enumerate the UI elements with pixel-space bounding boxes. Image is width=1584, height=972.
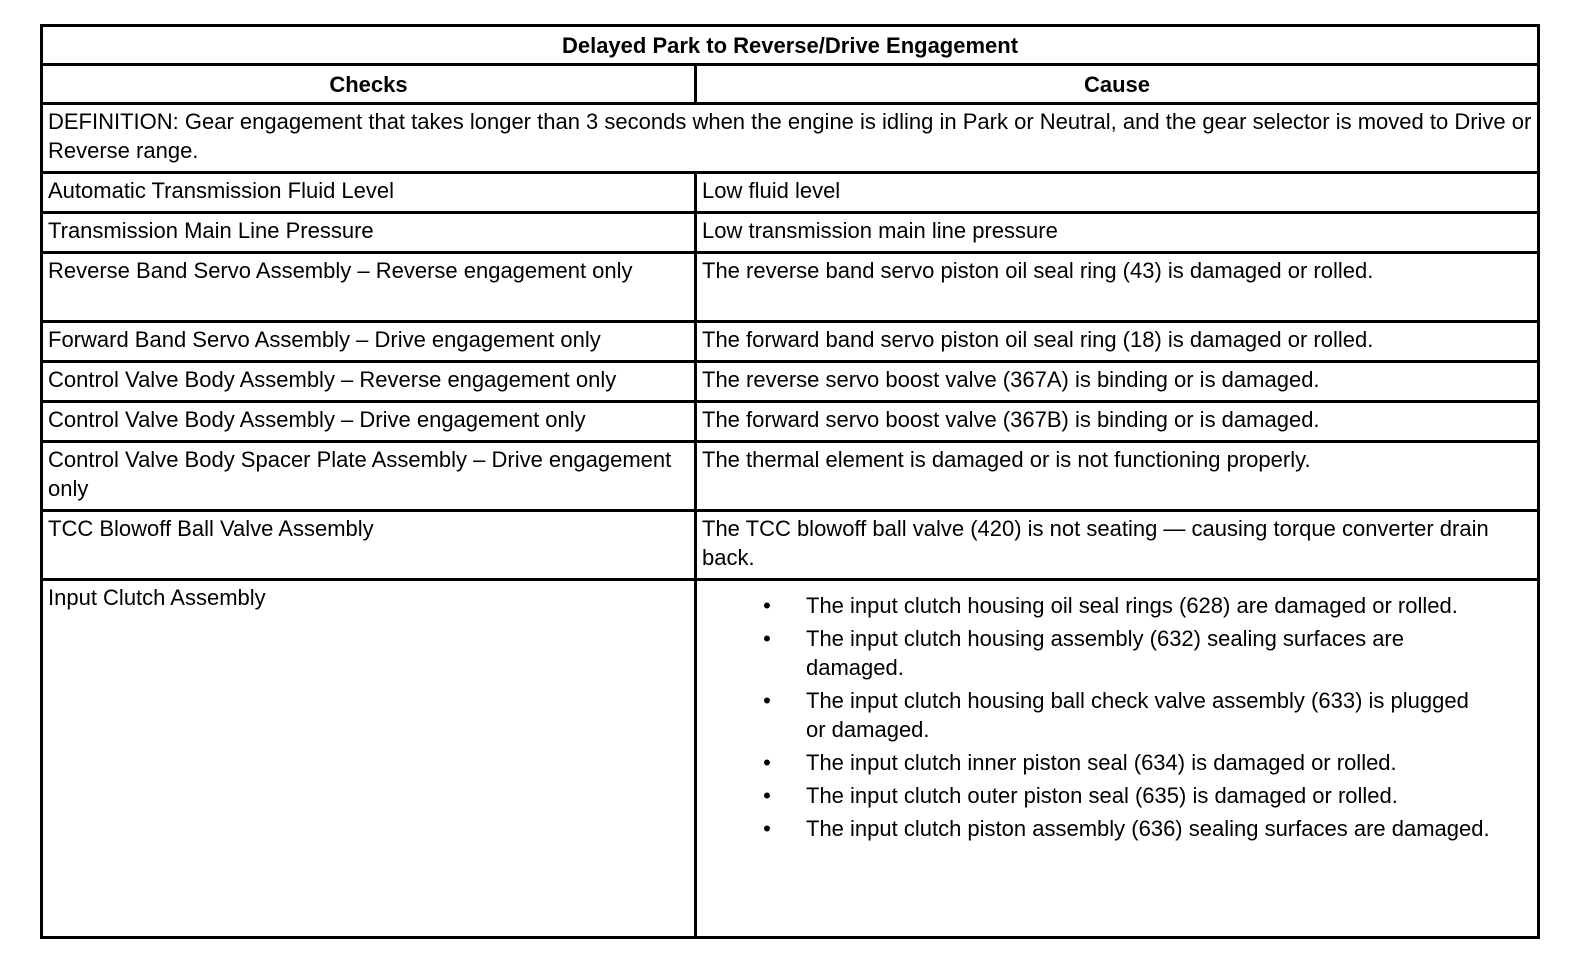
check-cell: Forward Band Servo Assembly – Drive engagement only (42, 322, 696, 362)
column-header-cause: Cause (696, 65, 1539, 104)
table-row (42, 213, 1539, 253)
table-row (42, 442, 1539, 511)
cause-cell: The thermal element is damaged or is not functioning properly. (696, 442, 1539, 511)
check-cell: Control Valve Body Assembly – Reverse engagement only (42, 362, 696, 402)
cause-cell: The TCC blowoff ball valve (420) is not seating — causing torque converter drain back. (696, 511, 1539, 580)
list-item (763, 748, 1532, 777)
header-row (42, 65, 1539, 104)
title-row (42, 26, 1539, 65)
bullet-icon: • (763, 783, 771, 808)
cause-cell: The reverse band servo piston oil seal ring (43) is damaged or rolled. (696, 253, 1539, 322)
list-item-text: The input clutch outer piston seal (635) is damaged or rolled. (806, 783, 1398, 808)
definition-row (42, 104, 1539, 173)
table-row (42, 580, 1539, 938)
check-cell: Automatic Transmission Fluid Level (42, 173, 696, 213)
cause-bullet-list (702, 591, 1532, 843)
cause-cell: The forward band servo piston oil seal ring (18) is damaged or rolled. (696, 322, 1539, 362)
list-item (763, 591, 1532, 620)
list-item-text: The input clutch inner piston seal (634) is damaged or rolled. (806, 750, 1397, 775)
bullet-icon: • (763, 688, 771, 713)
definition-text: DEFINITION: Gear engagement that takes longer than 3 seconds when the engine is idling in Park or Neutral, and the gear selector is moved to Drive or Reverse range. (42, 104, 1539, 173)
bullet-icon: • (763, 816, 771, 841)
cause-cell: The reverse servo boost valve (367A) is binding or is damaged. (696, 362, 1539, 402)
cause-cell (696, 580, 1539, 938)
table-title: Delayed Park to Reverse/Drive Engagement (42, 26, 1539, 65)
list-item-text: The input clutch housing oil seal rings (628) are damaged or rolled. (806, 593, 1458, 618)
cause-cell: Low transmission main line pressure (696, 213, 1539, 253)
list-item (763, 781, 1532, 810)
bullet-icon: • (763, 593, 771, 618)
diagnostic-table (40, 24, 1540, 939)
list-item (763, 814, 1532, 843)
check-cell: Control Valve Body Assembly – Drive engagement only (42, 402, 696, 442)
column-header-checks: Checks (42, 65, 696, 104)
check-cell: Input Clutch Assembly (42, 580, 696, 938)
cause-cell: The forward servo boost valve (367B) is binding or is damaged. (696, 402, 1539, 442)
cause-cell: Low fluid level (696, 173, 1539, 213)
check-cell: Control Valve Body Spacer Plate Assembly – Drive engagement only (42, 442, 696, 511)
bullet-icon: • (763, 750, 771, 775)
check-cell: Reverse Band Servo Assembly – Reverse engagement only (42, 253, 696, 322)
table-row (42, 173, 1539, 213)
list-item-text: The input clutch housing ball check valve assembly (633) is plugged or damaged. (806, 688, 1469, 742)
table-row (42, 511, 1539, 580)
bullet-icon: • (763, 626, 771, 651)
table-row (42, 362, 1539, 402)
table-row (42, 402, 1539, 442)
table-row (42, 322, 1539, 362)
list-item (763, 624, 1532, 682)
list-item (763, 686, 1532, 744)
list-item-text: The input clutch piston assembly (636) sealing surfaces are damaged. (806, 816, 1490, 841)
check-cell: TCC Blowoff Ball Valve Assembly (42, 511, 696, 580)
check-cell: Transmission Main Line Pressure (42, 213, 696, 253)
table-row (42, 253, 1539, 322)
list-item-text: The input clutch housing assembly (632) sealing surfaces are damaged. (806, 626, 1404, 680)
